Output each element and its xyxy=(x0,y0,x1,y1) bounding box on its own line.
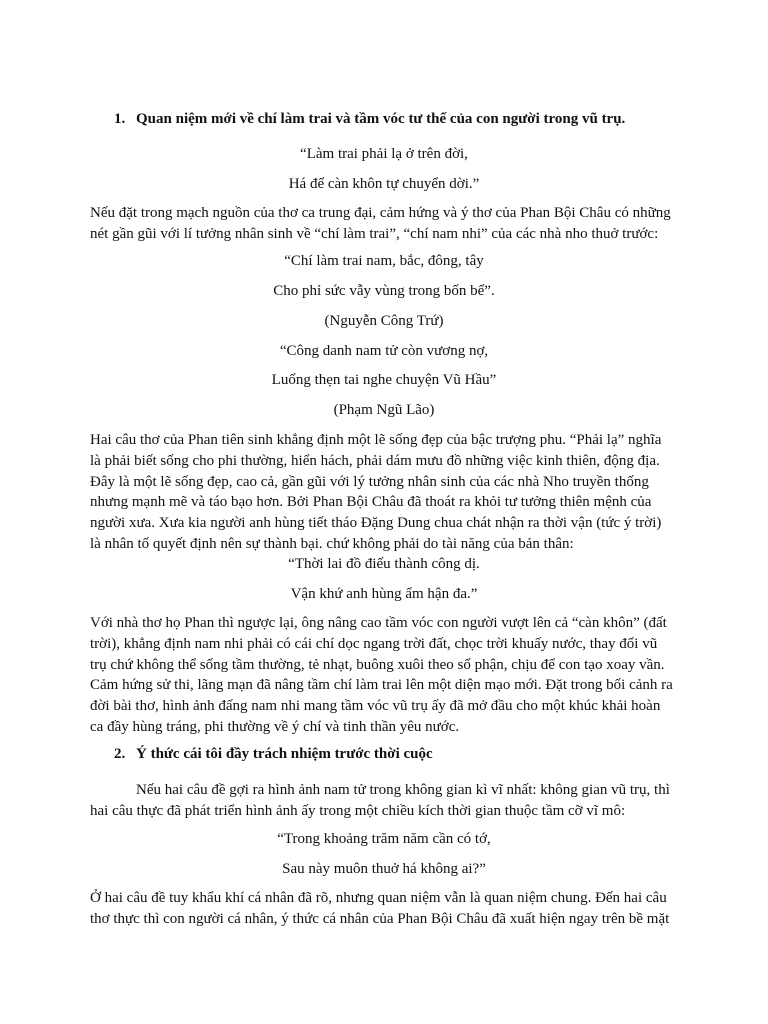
section-1-number: 1. xyxy=(114,111,126,127)
paragraph-line: đời bài thơ, hình ảnh đấng nam nhi mang tầm vóc vũ trụ ấy đã mở đầu cho một khúc khải hoàn xyxy=(90,698,661,715)
quote-line: “Chí làm trai nam, bắc, đông, tây xyxy=(284,253,484,269)
quote-line: Vận khứ anh hùng ẩm hận đa.” xyxy=(290,586,478,602)
section-2-title: Ý thức cái tôi đầy trách nhiệm trước thời cuộc xyxy=(136,746,433,762)
quote-line: “Trong khoảng trăm năm cần có tớ, xyxy=(277,831,491,847)
paragraph-line: người xưa. Xưa kia người anh hùng tiết tháo Đặng Dung chua chát nhận ra thời vận (tức ý trời) xyxy=(90,515,662,532)
quote-line: Sau này muôn thuở há không ai?” xyxy=(282,861,486,877)
paragraph-intro xyxy=(90,203,680,245)
quote-line: “Công danh nam tử còn vương nợ, xyxy=(279,343,489,359)
paragraph-line: trụ chứ không thể sống tầm thường, tẻ nhạt, buông xuôi theo số phận, chịu để con tạo xoay vần. xyxy=(90,656,665,673)
paragraph-body xyxy=(90,780,680,822)
paragraph-line: nhưng mạnh mẽ và táo bạo hơn. Bởi Phan Bội Châu đã thoát ra khỏi tư tưởng thiên mệnh của xyxy=(90,494,652,511)
paragraph-line: Nếu đặt trong mạch nguồn của thơ ca trung đại, cảm hứng và ý thơ của Phan Bội Châu có những xyxy=(90,205,671,221)
paragraph-body xyxy=(90,613,680,738)
paragraph-line: hai câu thực đã phát triển hình ảnh ấy trong một chiều kích thời gian thuộc tầm cỡ vĩ mô: xyxy=(90,802,626,819)
quote-author: (Nguyễn Công Trứ) xyxy=(324,313,444,329)
quote-line: “Thời lai đồ điếu thành công dị. xyxy=(288,556,480,572)
section-1-title: Quan niệm mới về chí làm trai và tầm vóc tư thế của con người trong vũ trụ. xyxy=(136,111,626,127)
section-1-heading xyxy=(114,110,625,128)
quote-line: Cho phỉ sức vẫy vùng trong bốn bể”. xyxy=(273,283,495,299)
quote-line: Há để càn khôn tự chuyển dời.” xyxy=(288,176,480,192)
quote-line: “Làm trai phải lạ ở trên đời, xyxy=(300,146,468,162)
quote-author: (Phạm Ngũ Lão) xyxy=(333,402,435,418)
paragraph-line: thơ thực thì con người cá nhân, ý thức cá nhân của Phan Bội Châu đã xuất hiện ngay trên bề mặt xyxy=(90,910,670,927)
paragraph-line: là phải biết sống cho phi thường, hiển hách, phải dám mưu đồ những việc kinh thiên, động địa. xyxy=(90,452,660,469)
paragraph-line: là nhân tố quyết định nên sự thành bại. chứ không phải do tài năng của bản thân: xyxy=(90,535,574,552)
paragraph-body xyxy=(90,430,680,555)
paragraph-line: trời), khẳng định nam nhi phải có cái chí dọc ngang trời đất, chọc trời khuấy nước, thay đổi vũ xyxy=(90,635,658,652)
section-2-number: 2. xyxy=(114,746,126,762)
paragraph-line xyxy=(90,780,680,801)
paragraph-line: Với nhà thơ họ Phan thì ngược lại, ông nâng cao tầm vóc con người vượt lên cả “càn khôn” (đất xyxy=(90,615,667,631)
paragraph-line: Cảm hứng sử thi, lãng mạn đã nâng tầm chí làm trai lên một diện mạo mới. Đặt trong bối cảnh ra xyxy=(90,677,673,694)
paragraph-line: Đây là một lẽ sống đẹp, cao cả, gần gũi với lý tưởng nhân sinh của các nhà Nho truyền thống xyxy=(90,473,649,490)
quote-line: Luống thẹn tai nghe chuyện Vũ Hầu” xyxy=(271,372,497,388)
paragraph-line: nét gần gũi với lí tưởng nhân sinh về “chí làm trai”, “chí nam nhi” của các nhà nho thuở trước: xyxy=(90,225,659,242)
paragraph-line-text: Nếu hai câu đề gợi ra hình ảnh nam tử trong không gian kì vĩ nhất: không gian vũ trụ, thì xyxy=(136,782,670,798)
paragraph-line: Ở hai câu đề tuy khẩu khí cá nhân đã rõ, nhưng quan niệm vẫn là quan niệm chung. Đến hai câu xyxy=(90,890,667,906)
paragraph-body xyxy=(90,888,680,930)
section-2-heading xyxy=(114,745,433,763)
paragraph-line: ca đầy hùng tráng, phi thường về ý chí và tinh thần yêu nước. xyxy=(90,718,460,735)
paragraph-line: Hai câu thơ của Phan tiên sinh khẳng định một lẽ sống đẹp của bậc trượng phu. “Phải lạ” nghĩa xyxy=(90,432,662,448)
